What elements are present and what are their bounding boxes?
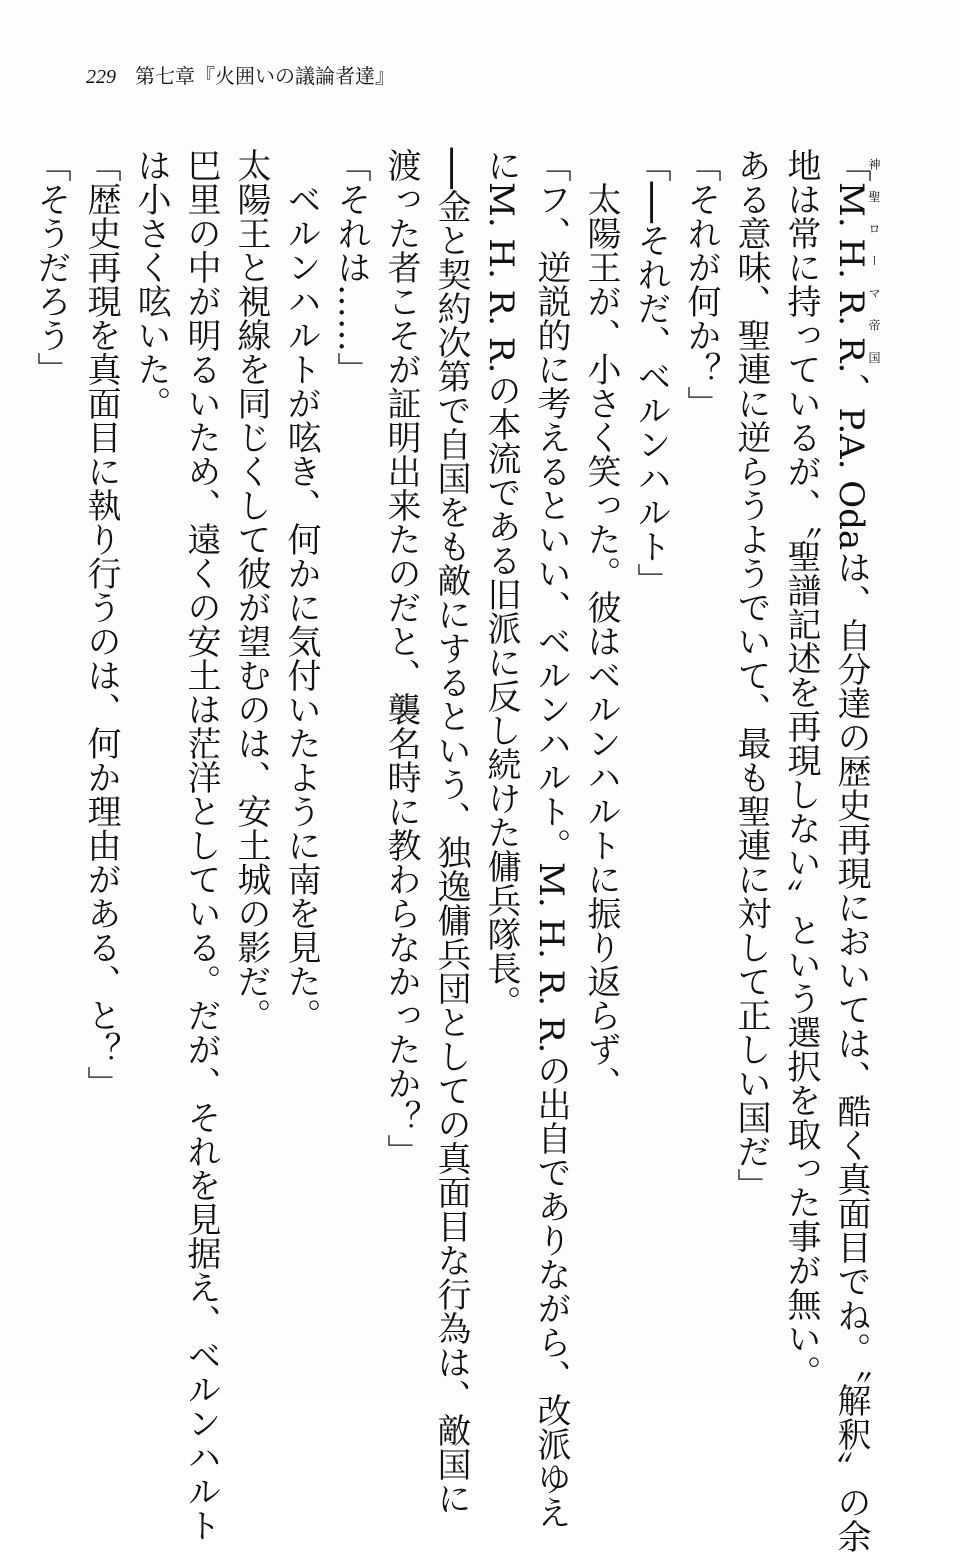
- text-segment: 、P.A. Odaは、自分達の歴史再現においては、酷く真面目でね。〝解釈〟の余: [831, 373, 871, 1553]
- text-line-2: 地は常に持っているが、〝聖譜記述を再現しない〟という選択を取った事が無い。: [781, 148, 821, 1389]
- text-line-7: 「フ、逆説的に考えるといい、ベルンハルト。M. H. R. R.の出自でありながら、改派ゆえ: [531, 148, 571, 1530]
- text-line-9: ──金と契約次第で自国をも敵にするという、独逸傭兵団としての真面目な行為は、敵国に: [431, 148, 471, 1515]
- ruby-annotated-term: [831, 148, 881, 374]
- text-line-17: 「そうだろう」: [31, 148, 71, 386]
- page-header: [86, 60, 395, 89]
- text-line-14: 巴里の中が明るいため、遠くの安土は茫洋としている。だが、それを見据え、ベルンハルト: [181, 148, 221, 1542]
- text-line-4: 「それが何か？」: [681, 148, 721, 420]
- text-line-6: 太陽王が、小さく笑った。彼はベルンハルトに振り返らず、: [581, 182, 621, 1100]
- text-line-11: 「それは……」: [331, 148, 371, 386]
- page-number: 229: [86, 66, 116, 88]
- text-line-8: にM. H. R. R.の本流である旧派に反し続けた傭兵隊長。: [481, 148, 521, 1020]
- chapter-title: 第七章『火囲いの議論者達』: [135, 66, 395, 88]
- text-line-12: ベルンハルトが呟き、何かに気付いたように南を見た。: [281, 182, 321, 1032]
- text-line-16: 「歴史再現を真面目に執り行うのは、何か理由がある、と？」: [81, 148, 121, 1100]
- text-line-15: は小さく呟いた。: [131, 148, 171, 420]
- text-line-13: 太陽王と視線を同じくして彼が望むのは、安土城の影だ。: [231, 148, 271, 1032]
- text-line-5: 「──それだ、ベルンハルト」: [631, 148, 671, 597]
- text-line-1: [826, 148, 881, 1553]
- text-line-10: 渡った者こそが証明出来たのだと、襲名時に教わらなかったか？」: [381, 148, 421, 1168]
- text-line-3: ある意味、聖連に逆らうようでいて、最も聖連に対して正しい国だ」: [731, 148, 771, 1202]
- vertical-text-body: [31, 148, 881, 1553]
- ruby-reading: 神聖ローマ帝国: [867, 148, 881, 374]
- text-segment: 「M. H. R. R.: [831, 148, 871, 374]
